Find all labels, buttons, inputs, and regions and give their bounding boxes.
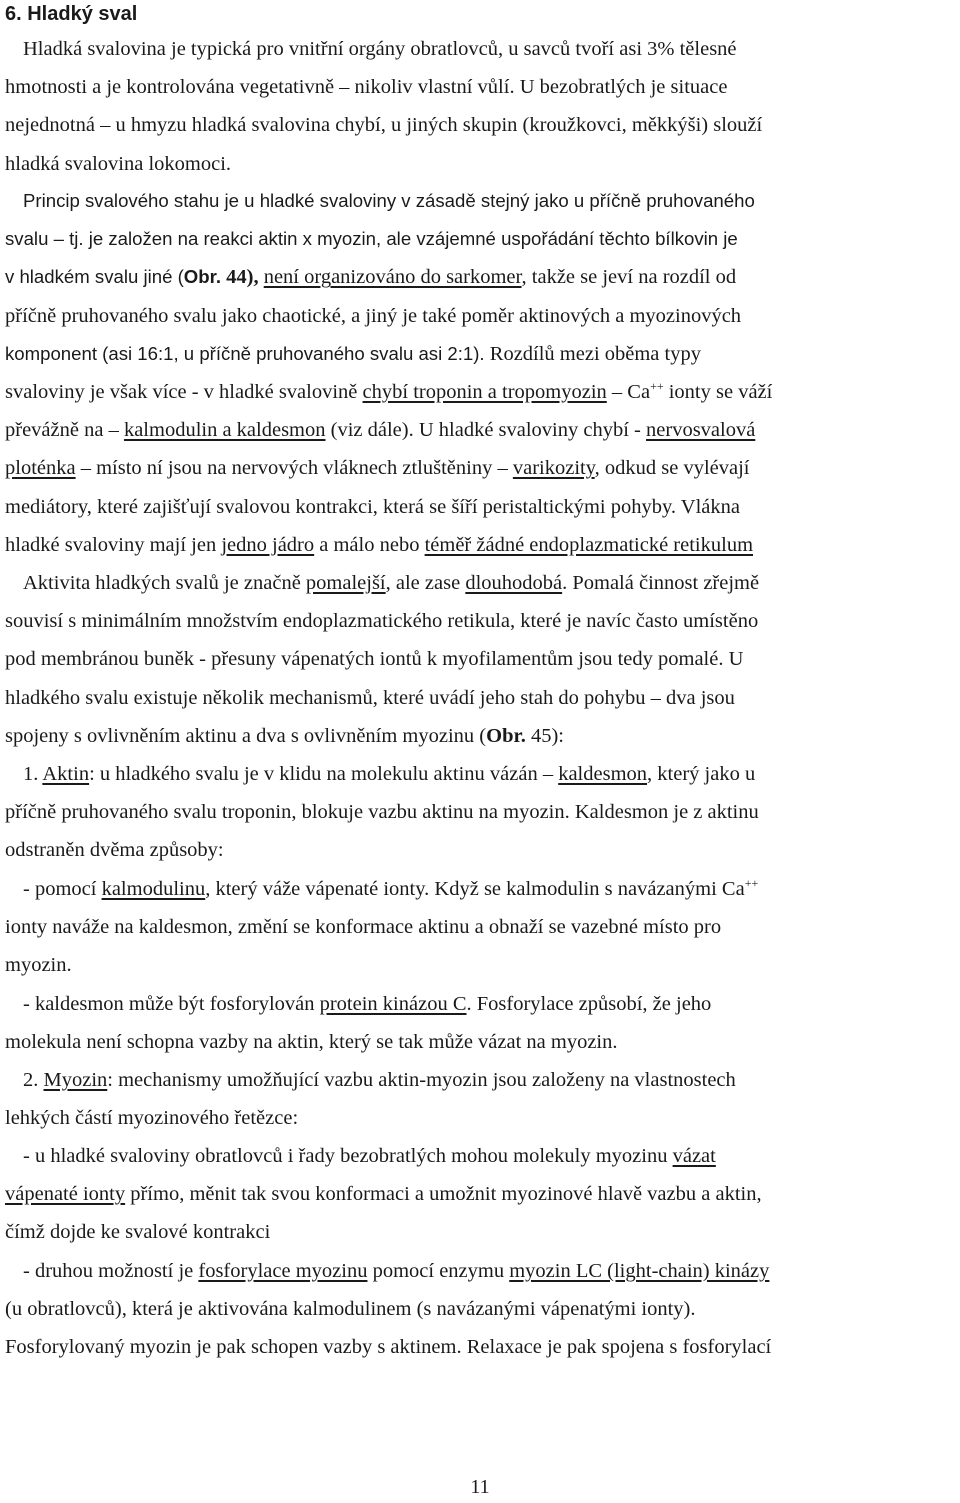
- text-line: myozin.: [5, 954, 72, 977]
- text-line: [5, 870, 953, 908]
- text-line: příčně pruhovaného svalu troponin, blokuje vazbu aktinu na myozin. Kaldesmon je z aktinu: [5, 801, 759, 824]
- paragraph-intro: [5, 30, 953, 183]
- text-line: [5, 1137, 953, 1175]
- underlined-term: Myozin: [43, 1069, 108, 1091]
- superscript: ++: [744, 876, 759, 890]
- underlined-term: pomalejší: [305, 572, 386, 594]
- paragraph-phosphorylation: [5, 1252, 953, 1367]
- text-segment: komponent (asi 16:1, u příčně pruhovaného svalu asi 2:1).: [5, 342, 490, 364]
- text-line: Fosforylovaný myozin je pak schopen vazby s aktinem. Relaxace je pak spojena s fosforylací: [5, 1336, 772, 1359]
- underlined-term: není organizováno do sarkomer: [263, 266, 522, 289]
- text-segment: ionty se váží: [663, 380, 773, 403]
- text-segment: , ale zase: [385, 572, 466, 594]
- text-segment: 45):: [525, 724, 564, 747]
- text-line: hladkého svalu existuje několik mechanismů, které uvádí jeho stah do pohybu – dva jsou: [5, 686, 735, 709]
- underlined-term: myozin LC (light-chain) kinázy: [509, 1260, 770, 1282]
- text-segment: , takže se jeví na rozdíl od: [521, 266, 737, 289]
- superscript: ++: [650, 378, 664, 393]
- figure-ref: Obr.: [486, 724, 526, 747]
- text-line: [5, 717, 953, 755]
- text-line: Hladká svalovina je typická pro vnitřní orgány obratlovců, u savců tvoří asi 3% tělesné: [23, 38, 737, 60]
- text-line: [5, 1175, 953, 1213]
- underlined-term: kalmodulin a kaldesmon: [123, 419, 326, 442]
- text-segment: pomocí enzymu: [367, 1260, 510, 1282]
- underlined-term: varikozity: [512, 457, 595, 480]
- text-line: nejednotná – u hmyzu hladká svalovina chybí, u jiných skupin (kroužkovci, měkkýši) slouží: [5, 114, 763, 137]
- underlined-term: kalmodulinu: [101, 878, 206, 900]
- text-line: svalu – tj. je založen na reakci aktin x myozin, ale vzájemné uspořádání těchto bílkovin je: [5, 228, 738, 250]
- text-segment: přímo, měnit tak svou konformaci a umožnit myozinové hlavě vazbu a aktin,: [125, 1183, 762, 1206]
- underlined-term: dlouhodobá: [465, 572, 563, 594]
- text-segment: 1.: [23, 763, 43, 785]
- paragraph-myozin: [5, 1061, 953, 1137]
- text-segment: , který jako u: [647, 763, 756, 785]
- text-line: příčně pruhovaného svalu jako chaotické, a jiný je také poměr aktinových a myozinových: [5, 304, 742, 327]
- text-line: souvisí s minimálním množstvím endoplazmatického retikula, které je navíc často umístěno: [5, 610, 759, 633]
- text-line: Princip svalového stahu je u hladké svaloviny v zásadě stejný jako u příčně pruhovaného: [23, 190, 755, 211]
- text-line: odstraněn dvěma způsoby:: [5, 839, 224, 862]
- text-segment: převážně na –: [5, 419, 124, 442]
- text-segment: : mechanismy umožňující vazbu aktin-myozin jsou založeny na vlastnostech: [107, 1069, 736, 1091]
- text-segment: , odkud se vylévají: [594, 457, 750, 480]
- text-segment: - druhou možností je: [23, 1260, 199, 1282]
- text-segment: – Ca: [606, 380, 651, 403]
- text-line: ionty naváže na kaldesmon, změní se konformace aktinu a obnaží se vazebné místo pro: [5, 916, 722, 939]
- underlined-term: protein kinázou C: [319, 993, 467, 1015]
- text-segment: hladké svaloviny mají jen: [5, 533, 222, 556]
- text-segment: - pomocí: [23, 878, 102, 900]
- text-segment: 2.: [23, 1069, 44, 1091]
- text-segment: , který váže vápenaté ionty. Když se kalmodulin s navázanými Ca: [205, 878, 745, 900]
- text-line: (u obratlovců), která je aktivována kalmodulinem (s navázanými vápenatými ionty).: [5, 1298, 696, 1321]
- text-line: [5, 335, 953, 373]
- text-segment: svaloviny je však více - v hladké svalovině: [5, 380, 363, 403]
- text-line: [5, 411, 953, 449]
- underlined-term: téměř žádné endoplazmatické retikulum: [424, 533, 754, 556]
- paragraph-kalmodulin: [5, 870, 953, 985]
- paragraph-actin: [5, 755, 953, 870]
- text-segment: Rozdílů mezi oběma typy: [489, 342, 701, 365]
- text-line: hmotnosti a je kontrolována vegetativně – nikoliv vlastní vůlí. U bezobratlých je situace: [5, 76, 728, 99]
- underlined-term: ploténka: [5, 457, 76, 480]
- text-line: [5, 755, 953, 793]
- figure-ref: 44),: [221, 266, 264, 289]
- text-line: lehkých částí myozinového řetězce:: [5, 1107, 299, 1130]
- text-line: čímž dojde ke svalové kontrakci: [5, 1221, 271, 1244]
- paragraph-kaldesmon: [5, 985, 953, 1061]
- underlined-term: vázat: [672, 1145, 716, 1167]
- text-line: [5, 564, 953, 602]
- text-segment: . Fosforylace způsobí, že jeho: [466, 993, 712, 1015]
- text-line: pod membránou buněk - přesuny vápenatých iontů k myofilamentům jsou tedy pomalé. U: [5, 648, 744, 671]
- text-segment: : u hladkého svalu je v klidu na molekulu aktinu vázán –: [89, 763, 559, 785]
- text-segment: a málo nebo: [314, 533, 425, 556]
- underlined-term: vápenaté ionty: [5, 1183, 126, 1206]
- text-line: mediátory, které zajišťují svalovou kontrakci, která se šíří peristaltickými pohyby. Vlákna: [5, 495, 740, 518]
- text-line: [5, 1061, 953, 1099]
- text-line: [5, 1252, 953, 1290]
- text-segment: v hladkém svalu jiné (: [5, 266, 184, 288]
- underlined-term: Aktin: [42, 763, 90, 785]
- text-segment: . Pomalá činnost zřejmě: [562, 572, 760, 594]
- page-number: 11: [470, 1476, 490, 1498]
- underlined-term: nervosvalová: [646, 419, 756, 442]
- text-segment: - u hladké svaloviny obratlovců i řady bezobratlých mohou molekuly myozinu: [23, 1145, 673, 1167]
- paragraph-principle: [5, 182, 953, 564]
- figure-ref: Obr.: [183, 266, 221, 288]
- text-line: [5, 526, 953, 564]
- text-line: [5, 985, 953, 1023]
- underlined-term: fosforylace myozinu: [198, 1260, 368, 1282]
- text-segment: – místo ní jsou na nervových vláknech ztluštěniny –: [75, 457, 513, 480]
- underlined-term: chybí troponin a tropomyozin: [362, 380, 607, 403]
- text-line: molekula není schopna vazby na aktin, který se tak může vázat na myozin.: [5, 1031, 618, 1054]
- paragraph-activity: [5, 564, 953, 755]
- text-segment: (viz dále). U hladké svaloviny chybí -: [325, 419, 647, 442]
- underlined-term: jedno jádro: [221, 533, 315, 556]
- text-segment: - kaldesmon může být fosforylován: [23, 993, 320, 1015]
- text-line: [5, 449, 953, 487]
- text-segment: spojeny s ovlivněním aktinu a dva s ovlivněním myozinu (: [5, 724, 487, 747]
- text-line: [5, 373, 953, 411]
- paragraph-calcium-binding: [5, 1137, 953, 1252]
- underlined-term: kaldesmon: [558, 763, 648, 785]
- section-heading: 6. Hladký sval: [5, 3, 138, 25]
- text-line: [5, 258, 953, 296]
- text-line: hladká svalovina lokomoci.: [5, 152, 232, 175]
- text-segment: Aktivita hladkých svalů je značně: [23, 572, 306, 594]
